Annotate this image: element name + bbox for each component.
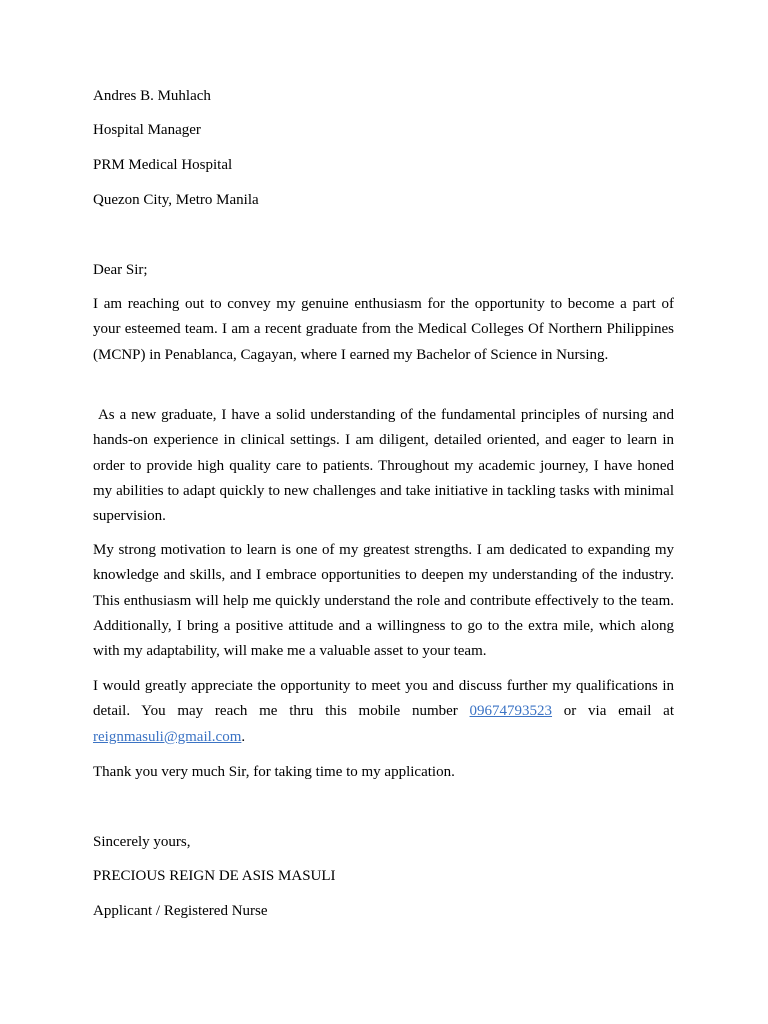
paragraph-intro: I am reaching out to convey my genuine enthusiasm for the opportunity to become a part of your esteemed team. I am a recent graduate from the Medical Colleges Of Northern Philippines (MCNP) in Penablanca, Cagayan, where I earned my Bachelor of Science in Nursing. [93, 296, 674, 363]
contact-text-prefix: I would greatly appreciate the opportunity to meet you and discuss further my qualifications in detail. You may reach me thru this mobile number [93, 678, 674, 720]
paragraph-motivation: My strong motivation to learn is one of my greatest strengths. I am dedicated to expanding my knowledge and skills, and I embrace opportunities to deepen my understanding of the industry. This enthusiasm will help me quickly understand the role and contribute effectively to the team. Additionally, I bring a positive attitude and a willingness to go to the extra mile, which along with my adaptability, will make me a valuable asset to your team. [93, 542, 674, 660]
recipient-organization: PRM Medical Hospital [93, 157, 233, 173]
salutation: Dear Sir; [93, 262, 148, 278]
phone-link[interactable]: 09674793523 [469, 703, 553, 720]
contact-text-middle: or via email at [552, 703, 674, 720]
recipient-title: Hospital Manager [93, 122, 201, 138]
paragraph-experience: As a new graduate, I have a solid understanding of the fundamental principles of nursing and hands-on experience in clinical settings. I am diligent, detailed oriented, and eager to learn in order to provide high quality care to patients. Throughout my academic journey, I have honed my abilities to adapt quickly to new challenges and take initiative in tackling tasks with minimal supervision. [93, 407, 678, 525]
email-link[interactable]: reignmasuli@gmail.com [93, 728, 242, 745]
recipient-location: Quezon City, Metro Manila [93, 192, 259, 208]
paragraph-contact [93, 674, 674, 750]
sender-name: PRECIOUS REIGN DE ASIS MASULI [93, 868, 336, 884]
recipient-name: Andres B. Muhlach [93, 88, 211, 104]
valediction: Sincerely yours, [93, 834, 191, 850]
paragraph-thanks: Thank you very much Sir, for taking time to my application. [93, 764, 455, 780]
sender-role: Applicant / Registered Nurse [93, 903, 268, 919]
contact-text-suffix: . [241, 728, 246, 745]
